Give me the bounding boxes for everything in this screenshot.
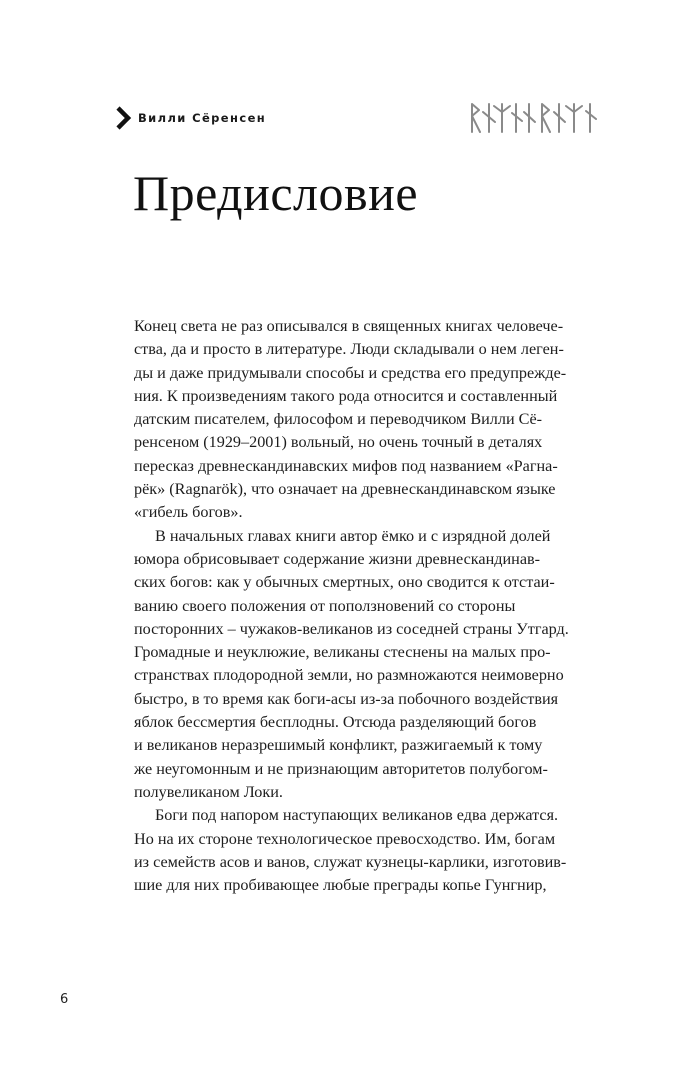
running-header [116, 106, 266, 130]
text-line: ния. К произведениям такого рода относится и составленный [134, 386, 558, 405]
text-line: посторонних – чужаков-великанов из соседней страны Утгард. [134, 619, 569, 638]
text-line: из семейств асов и ванов, служат кузнецы-карлики, изготовив- [134, 852, 567, 871]
text-line: В начальных главах книги автор ёмко и с изрядной долей [155, 526, 551, 545]
text-line: «гибель богов». [134, 503, 243, 522]
page-number: 6 [60, 992, 69, 1007]
text-line: полувеликаном Локи. [134, 782, 283, 801]
text-line: Конец света не раз описывался в священных книгах человече- [134, 317, 564, 335]
text-line: Громадные и неуклюжие, великаны стеснены на малых про- [134, 643, 551, 662]
text-line: ренсеном (1929–2001) вольный, но очень точный в деталях [134, 433, 543, 452]
text-line: юмора обрисовывает содержание жизни древнескандинав- [134, 549, 541, 568]
text-line: Боги под напором наступающих великанов едва держатся. [155, 806, 559, 825]
body-text [134, 315, 604, 897]
text-line: пересказ древнескандинавских мифов под названием «Рагна- [134, 456, 558, 475]
author-name: Вилли Сёренсен [138, 111, 267, 125]
text-line: яблок бессмертия бесплодны. Отсюда разделяющий богов [134, 713, 537, 732]
text-line: рёк» (Ragnarök), что означает на древнескандинавском языке [134, 480, 556, 499]
rune-inscription [468, 101, 604, 135]
text-line: ванию своего положения от поползновений со стороны [134, 596, 516, 615]
text-line: и великанов неразрешимый конфликт, разжигаемый к тому [134, 736, 543, 755]
text-line: быстро, в то время как боги-асы из-за побочного воздействия [134, 689, 559, 708]
text-line: ства, да и просто в литературе. Люди складывали о нем леген- [134, 340, 564, 359]
text-line: шие для них пробивающее любые преграды копье Гунгнир, [134, 876, 547, 895]
chapter-title: Предисловие [133, 165, 419, 221]
text-line: ских богов: как у обычных смертных, оно сводится к отстаи- [134, 573, 555, 592]
text-line: же неугомонным и не признающим авторитетов полубогом- [134, 759, 548, 778]
text-line: Но на их стороне технологическое превосходство. Им, богам [134, 829, 556, 848]
chevron-right-icon [116, 106, 132, 130]
text-line: странствах плодородной земли, но размножаются неимоверно [134, 666, 564, 685]
text-line: датским писателем, философом и переводчиком Вилли Сё- [134, 410, 543, 429]
text-line: ды и даже придумывали способы и средства его предупрежде- [134, 363, 567, 382]
